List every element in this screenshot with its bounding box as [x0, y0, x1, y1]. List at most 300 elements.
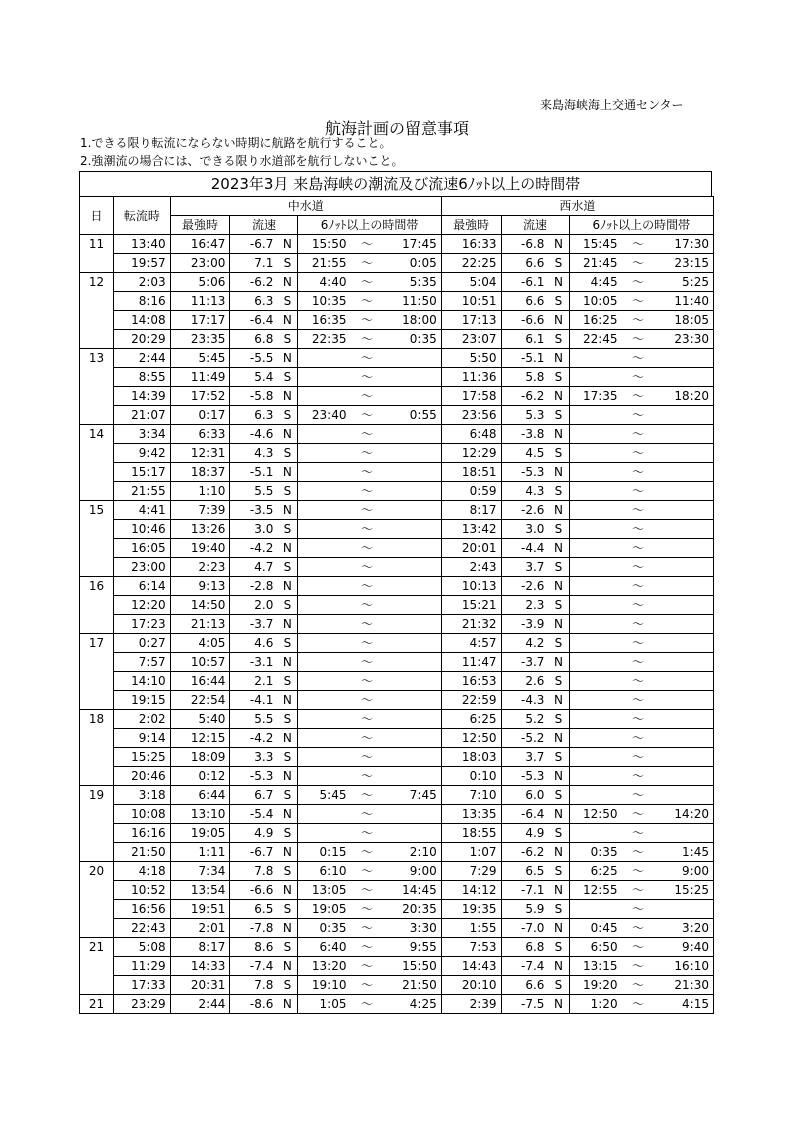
- cell-west-max-time: 18:03: [441, 748, 501, 767]
- cell-center-direction: S: [277, 976, 298, 995]
- cell-center-to: 0:55: [383, 406, 441, 425]
- cell-west-to: [655, 672, 714, 691]
- cell-center-to: [383, 729, 441, 748]
- cell-center-from: [298, 634, 351, 653]
- cell-west-max-time: 17:58: [441, 387, 501, 406]
- cell-west-to: 3:20: [655, 919, 714, 938]
- cell-center-tilde: ～: [351, 558, 384, 577]
- cell-center-from: [298, 596, 351, 615]
- cell-center-direction: N: [277, 235, 298, 254]
- cell-turn-time: 21:07: [114, 406, 171, 425]
- cell-west-direction: N: [548, 843, 569, 862]
- cell-center-max-time: 12:15: [170, 729, 230, 748]
- cell-center-to: [383, 558, 441, 577]
- cell-west-speed: -2.6: [501, 577, 548, 596]
- cell-west-from: 12:50: [569, 805, 622, 824]
- cell-center-direction: N: [277, 767, 298, 786]
- cell-center-tilde: ～: [351, 254, 384, 273]
- cell-center-direction: S: [277, 672, 298, 691]
- cell-west-speed: 3.7: [501, 558, 548, 577]
- cell-center-max-time: 12:31: [170, 444, 230, 463]
- cell-center-to: 15:50: [383, 957, 441, 976]
- cell-center-to: [383, 615, 441, 634]
- cell-center-from: 23:40: [298, 406, 351, 425]
- cell-center-from: 15:50: [298, 235, 351, 254]
- cell-day: [80, 539, 114, 558]
- cell-center-max-time: 18:37: [170, 463, 230, 482]
- cell-west-tilde: ～: [622, 710, 655, 729]
- cell-center-tilde: ～: [351, 938, 384, 957]
- cell-west-to: [655, 463, 714, 482]
- cell-west-speed: -6.6: [501, 311, 548, 330]
- cell-center-speed: -6.7: [230, 235, 277, 254]
- table-row: [80, 311, 714, 330]
- header-west-channel: 西水道: [441, 197, 713, 216]
- cell-west-speed: -6.2: [501, 387, 548, 406]
- cell-turn-time: 4:18: [114, 862, 171, 881]
- cell-center-max-time: 7:39: [170, 501, 230, 520]
- cell-west-max-time: 21:32: [441, 615, 501, 634]
- cell-center-to: [383, 805, 441, 824]
- cell-center-tilde: ～: [351, 501, 384, 520]
- cell-west-tilde: ～: [622, 824, 655, 843]
- cell-center-tilde: ～: [351, 235, 384, 254]
- cell-west-speed: -6.8: [501, 235, 548, 254]
- cell-center-direction: N: [277, 539, 298, 558]
- cell-center-to: [383, 596, 441, 615]
- cell-west-from: [569, 558, 622, 577]
- cell-day: [80, 805, 114, 824]
- cell-center-direction: N: [277, 919, 298, 938]
- cell-turn-time: 10:52: [114, 881, 171, 900]
- cell-center-speed: 3.0: [230, 520, 277, 539]
- cell-center-max-time: 17:52: [170, 387, 230, 406]
- cell-center-direction: S: [277, 406, 298, 425]
- cell-west-tilde: ～: [622, 425, 655, 444]
- table-row: [80, 577, 714, 596]
- table-row: [80, 463, 714, 482]
- cell-turn-time: 17:23: [114, 615, 171, 634]
- cell-center-to: 20:35: [383, 900, 441, 919]
- cell-west-max-time: 1:07: [441, 843, 501, 862]
- cell-center-to: 7:45: [383, 786, 441, 805]
- cell-center-to: [383, 824, 441, 843]
- header-center-channel: 中水道: [170, 197, 441, 216]
- cell-west-tilde: ～: [622, 938, 655, 957]
- cell-center-from: 10:35: [298, 292, 351, 311]
- cell-center-from: 0:15: [298, 843, 351, 862]
- cell-center-from: 6:10: [298, 862, 351, 881]
- cell-center-from: [298, 520, 351, 539]
- cell-west-from: 16:25: [569, 311, 622, 330]
- cell-west-tilde: ～: [622, 292, 655, 311]
- cell-center-max-time: 2:44: [170, 995, 230, 1014]
- cell-turn-time: 14:08: [114, 311, 171, 330]
- cell-center-speed: 5.5: [230, 482, 277, 501]
- table-row: [80, 653, 714, 672]
- table-row: [80, 235, 714, 254]
- cell-center-max-time: 1:10: [170, 482, 230, 501]
- table-row: [80, 938, 714, 957]
- cell-west-speed: 6.6: [501, 292, 548, 311]
- cell-center-to: 14:45: [383, 881, 441, 900]
- cell-day: [80, 311, 114, 330]
- cell-center-max-time: 6:44: [170, 786, 230, 805]
- cell-day: 17: [80, 634, 114, 653]
- cell-center-to: 11:50: [383, 292, 441, 311]
- cell-center-to: 0:05: [383, 254, 441, 273]
- cell-center-direction: N: [277, 729, 298, 748]
- cell-west-max-time: 11:36: [441, 368, 501, 387]
- header-day: 日: [80, 197, 114, 235]
- cell-west-speed: 5.3: [501, 406, 548, 425]
- cell-west-tilde: ～: [622, 900, 655, 919]
- cell-center-speed: -4.6: [230, 425, 277, 444]
- cell-center-direction: N: [277, 387, 298, 406]
- cell-center-direction: S: [277, 900, 298, 919]
- cell-west-from: 19:20: [569, 976, 622, 995]
- cell-center-max-time: 4:05: [170, 634, 230, 653]
- cell-center-direction: N: [277, 843, 298, 862]
- cell-center-speed: -3.5: [230, 501, 277, 520]
- cell-west-tilde: ～: [622, 349, 655, 368]
- cell-west-max-time: 2:43: [441, 558, 501, 577]
- cell-west-tilde: ～: [622, 520, 655, 539]
- cell-center-tilde: ～: [351, 463, 384, 482]
- cell-west-to: [655, 520, 714, 539]
- cell-west-tilde: ～: [622, 748, 655, 767]
- cell-west-tilde: ～: [622, 330, 655, 349]
- cell-day: [80, 482, 114, 501]
- cell-center-from: [298, 824, 351, 843]
- cell-center-tilde: ～: [351, 653, 384, 672]
- cell-center-speed: -5.8: [230, 387, 277, 406]
- cell-west-tilde: ～: [622, 596, 655, 615]
- cell-center-speed: -8.6: [230, 995, 277, 1014]
- cell-center-tilde: ～: [351, 311, 384, 330]
- cell-center-speed: -6.4: [230, 311, 277, 330]
- cell-west-to: [655, 349, 714, 368]
- cell-turn-time: 17:33: [114, 976, 171, 995]
- cell-day: 13: [80, 349, 114, 368]
- cell-center-to: 9:00: [383, 862, 441, 881]
- cell-turn-time: 0:27: [114, 634, 171, 653]
- cell-west-tilde: ～: [622, 254, 655, 273]
- cell-west-direction: N: [548, 729, 569, 748]
- cell-day: [80, 691, 114, 710]
- cell-west-max-time: 1:55: [441, 919, 501, 938]
- cell-west-max-time: 7:10: [441, 786, 501, 805]
- cell-west-from: [569, 520, 622, 539]
- cell-center-tilde: ～: [351, 748, 384, 767]
- cell-west-to: 21:30: [655, 976, 714, 995]
- cell-day: [80, 900, 114, 919]
- cell-center-speed: 5.5: [230, 710, 277, 729]
- cell-center-tilde: ～: [351, 843, 384, 862]
- cell-west-to: [655, 406, 714, 425]
- cell-west-from: 4:45: [569, 273, 622, 292]
- cell-west-direction: S: [548, 976, 569, 995]
- table-row: [80, 520, 714, 539]
- cell-west-max-time: 23:56: [441, 406, 501, 425]
- cell-day: [80, 919, 114, 938]
- cell-turn-time: 7:57: [114, 653, 171, 672]
- cell-turn-time: 10:46: [114, 520, 171, 539]
- cell-center-direction: N: [277, 805, 298, 824]
- cell-west-speed: -5.2: [501, 729, 548, 748]
- cell-west-speed: 4.5: [501, 444, 548, 463]
- cell-day: 16: [80, 577, 114, 596]
- cell-west-max-time: 22:25: [441, 254, 501, 273]
- cell-west-to: [655, 824, 714, 843]
- cell-west-from: [569, 444, 622, 463]
- cell-west-max-time: 2:39: [441, 995, 501, 1014]
- cell-west-from: 21:45: [569, 254, 622, 273]
- cell-day: [80, 767, 114, 786]
- cell-center-from: 6:40: [298, 938, 351, 957]
- cell-center-speed: 7.8: [230, 862, 277, 881]
- cell-west-from: [569, 900, 622, 919]
- cell-west-to: 4:15: [655, 995, 714, 1014]
- cell-west-speed: 5.9: [501, 900, 548, 919]
- cell-day: [80, 672, 114, 691]
- cell-center-tilde: ～: [351, 387, 384, 406]
- cell-center-from: [298, 767, 351, 786]
- cell-west-tilde: ～: [622, 463, 655, 482]
- cell-center-max-time: 19:51: [170, 900, 230, 919]
- cell-west-from: [569, 691, 622, 710]
- cell-center-from: [298, 729, 351, 748]
- cell-west-direction: N: [548, 691, 569, 710]
- cell-west-from: [569, 672, 622, 691]
- cell-center-speed: -5.3: [230, 767, 277, 786]
- cell-west-max-time: 16:53: [441, 672, 501, 691]
- cell-center-direction: N: [277, 349, 298, 368]
- table-row: [80, 995, 714, 1014]
- cell-turn-time: 9:42: [114, 444, 171, 463]
- cell-west-tilde: ～: [622, 615, 655, 634]
- cell-center-to: [383, 387, 441, 406]
- cell-west-to: [655, 501, 714, 520]
- cell-turn-time: 5:08: [114, 938, 171, 957]
- cell-turn-time: 21:50: [114, 843, 171, 862]
- table-row: [80, 596, 714, 615]
- cell-center-max-time: 7:34: [170, 862, 230, 881]
- cell-center-max-time: 17:17: [170, 311, 230, 330]
- cell-turn-time: 19:57: [114, 254, 171, 273]
- cell-west-direction: N: [548, 463, 569, 482]
- cell-center-speed: -3.1: [230, 653, 277, 672]
- cell-west-direction: N: [548, 881, 569, 900]
- cell-turn-time: 3:34: [114, 425, 171, 444]
- cell-west-direction: S: [548, 368, 569, 387]
- cell-west-from: 13:15: [569, 957, 622, 976]
- cell-day: 14: [80, 425, 114, 444]
- cell-day: 12: [80, 273, 114, 292]
- cell-day: [80, 729, 114, 748]
- cell-west-from: [569, 786, 622, 805]
- table-row: [80, 368, 714, 387]
- cell-west-from: 15:45: [569, 235, 622, 254]
- cell-west-max-time: 5:04: [441, 273, 501, 292]
- cell-turn-time: 9:14: [114, 729, 171, 748]
- cell-day: [80, 843, 114, 862]
- cell-west-speed: -3.9: [501, 615, 548, 634]
- cell-center-max-time: 16:44: [170, 672, 230, 691]
- cell-center-to: [383, 501, 441, 520]
- cell-center-max-time: 18:09: [170, 748, 230, 767]
- cell-west-to: [655, 767, 714, 786]
- cell-center-speed: 6.8: [230, 330, 277, 349]
- cell-day: [80, 558, 114, 577]
- cell-west-speed: -5.1: [501, 349, 548, 368]
- cell-west-direction: S: [548, 406, 569, 425]
- cell-west-to: [655, 558, 714, 577]
- cell-west-tilde: ～: [622, 634, 655, 653]
- cell-center-direction: S: [277, 748, 298, 767]
- cell-west-direction: N: [548, 539, 569, 558]
- cell-center-from: [298, 349, 351, 368]
- cell-center-to: [383, 349, 441, 368]
- tidal-table-frame: [79, 171, 712, 1014]
- cell-west-speed: 2.3: [501, 596, 548, 615]
- cell-center-to: [383, 539, 441, 558]
- cell-center-tilde: ～: [351, 577, 384, 596]
- cell-center-to: [383, 691, 441, 710]
- cell-center-max-time: 2:01: [170, 919, 230, 938]
- cell-west-max-time: 20:10: [441, 976, 501, 995]
- cell-center-from: 4:40: [298, 273, 351, 292]
- cell-day: [80, 292, 114, 311]
- cell-west-max-time: 6:48: [441, 425, 501, 444]
- tidal-current-table: [79, 196, 714, 1014]
- cell-west-direction: S: [548, 710, 569, 729]
- cell-center-from: 13:05: [298, 881, 351, 900]
- cell-center-speed: -4.2: [230, 729, 277, 748]
- cell-center-from: [298, 653, 351, 672]
- cell-west-direction: S: [548, 786, 569, 805]
- cell-west-max-time: 20:01: [441, 539, 501, 558]
- cell-west-to: [655, 710, 714, 729]
- cell-west-max-time: 0:59: [441, 482, 501, 501]
- cell-west-max-time: 12:29: [441, 444, 501, 463]
- cell-west-from: 12:55: [569, 881, 622, 900]
- table-row: [80, 957, 714, 976]
- cell-center-to: 9:55: [383, 938, 441, 957]
- cell-west-tilde: ～: [622, 957, 655, 976]
- cell-turn-time: 6:14: [114, 577, 171, 596]
- table-row: [80, 273, 714, 292]
- cell-center-speed: 6.5: [230, 900, 277, 919]
- cell-center-to: [383, 710, 441, 729]
- cell-west-speed: -3.7: [501, 653, 548, 672]
- cell-west-direction: N: [548, 501, 569, 520]
- cell-center-from: 21:55: [298, 254, 351, 273]
- cell-day: 19: [80, 786, 114, 805]
- cell-center-direction: S: [277, 596, 298, 615]
- cell-west-speed: -7.4: [501, 957, 548, 976]
- cell-center-max-time: 23:35: [170, 330, 230, 349]
- cell-west-to: 14:20: [655, 805, 714, 824]
- cell-center-to: [383, 482, 441, 501]
- cell-west-direction: S: [548, 558, 569, 577]
- cell-west-direction: S: [548, 672, 569, 691]
- table-row: [80, 786, 714, 805]
- cell-west-to: [655, 786, 714, 805]
- cell-center-from: [298, 444, 351, 463]
- cell-center-max-time: 1:11: [170, 843, 230, 862]
- table-body: [80, 235, 714, 1014]
- cell-center-from: 0:35: [298, 919, 351, 938]
- cell-west-max-time: 12:50: [441, 729, 501, 748]
- cell-turn-time: 15:17: [114, 463, 171, 482]
- cell-day: [80, 596, 114, 615]
- cell-center-speed: -7.4: [230, 957, 277, 976]
- cell-center-direction: N: [277, 273, 298, 292]
- cell-center-max-time: 0:12: [170, 767, 230, 786]
- cell-west-tilde: ～: [622, 235, 655, 254]
- cell-west-tilde: ～: [622, 368, 655, 387]
- table-row: [80, 862, 714, 881]
- cell-center-from: [298, 501, 351, 520]
- cell-center-speed: 4.3: [230, 444, 277, 463]
- cell-turn-time: 16:05: [114, 539, 171, 558]
- cell-west-to: [655, 634, 714, 653]
- cell-west-tilde: ～: [622, 406, 655, 425]
- table-row: [80, 558, 714, 577]
- cell-turn-time: 2:02: [114, 710, 171, 729]
- cell-west-to: 18:20: [655, 387, 714, 406]
- cell-center-speed: -5.4: [230, 805, 277, 824]
- cell-west-speed: 5.2: [501, 710, 548, 729]
- cell-center-from: 16:35: [298, 311, 351, 330]
- cell-west-from: [569, 710, 622, 729]
- cell-west-speed: 6.6: [501, 254, 548, 273]
- cell-center-to: [383, 767, 441, 786]
- cell-turn-time: 8:16: [114, 292, 171, 311]
- cell-west-direction: S: [548, 862, 569, 881]
- cell-west-from: [569, 349, 622, 368]
- cell-center-direction: S: [277, 444, 298, 463]
- cell-west-max-time: 19:35: [441, 900, 501, 919]
- table-row: [80, 387, 714, 406]
- cell-center-max-time: 10:57: [170, 653, 230, 672]
- cell-center-speed: 4.9: [230, 824, 277, 843]
- cell-west-to: [655, 539, 714, 558]
- cell-center-tilde: ～: [351, 729, 384, 748]
- cell-west-speed: 6.5: [501, 862, 548, 881]
- cell-west-direction: N: [548, 387, 569, 406]
- cell-center-tilde: ～: [351, 805, 384, 824]
- cell-center-from: [298, 539, 351, 558]
- cell-center-from: [298, 463, 351, 482]
- cell-west-from: 0:45: [569, 919, 622, 938]
- cell-center-direction: N: [277, 995, 298, 1014]
- cell-west-to: 23:30: [655, 330, 714, 349]
- cell-center-direction: S: [277, 862, 298, 881]
- cell-day: [80, 368, 114, 387]
- cell-center-tilde: ～: [351, 786, 384, 805]
- cell-west-from: [569, 501, 622, 520]
- cell-center-direction: S: [277, 330, 298, 349]
- cell-center-direction: S: [277, 824, 298, 843]
- cell-west-max-time: 22:59: [441, 691, 501, 710]
- cell-west-max-time: 14:43: [441, 957, 501, 976]
- cell-center-max-time: 11:49: [170, 368, 230, 387]
- cell-west-from: 17:35: [569, 387, 622, 406]
- cell-west-tilde: ～: [622, 881, 655, 900]
- cell-west-tilde: ～: [622, 387, 655, 406]
